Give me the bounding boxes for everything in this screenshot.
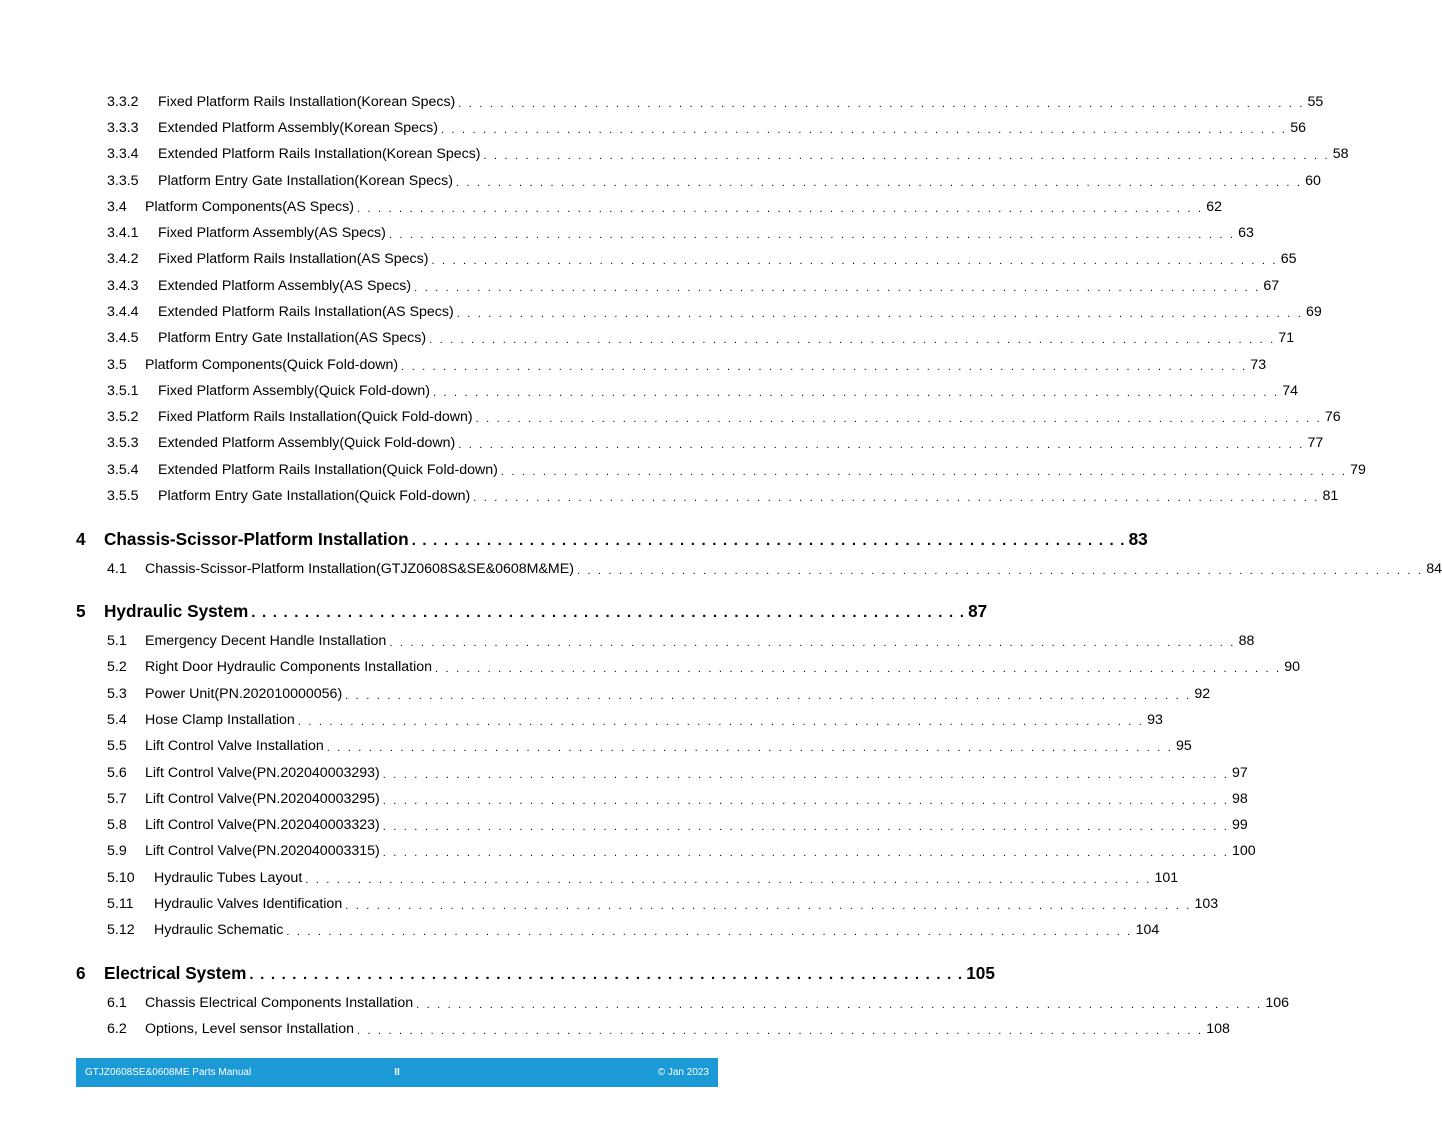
toc-entry-number: 3.5.5 — [107, 488, 139, 504]
toc-entry[interactable] — [107, 171, 1321, 191]
toc-entry-title: Platform Entry Gate Installation(AS Specs) — [158, 330, 427, 346]
toc-dot-leader: . . . . . . . . . . . . . . . . . . . . . . . . . . . . . . . . . . . . . . . . . . . . . . . . . . . . . . . . . . . . . . . . . . . . . . . . . . . . . . . . . — [475, 413, 1322, 425]
toc-entry-number: 3.5 — [107, 357, 127, 373]
toc-entry-title: Extended Platform Assembly(Korean Specs) — [158, 120, 438, 136]
toc-chapter[interactable] — [76, 599, 988, 623]
toc-entry-title: Extended Platform Rails Installation(AS Specs) — [158, 304, 454, 320]
toc-entry-page: 62 — [1206, 199, 1222, 215]
toc-entry-number: 3.5.2 — [107, 409, 139, 425]
toc-dot-leader: . . . . . . . . . . . . . . . . . . . . . . . . . . . . . . . . . . . . . . . . . . . . . . . . . . . . . . . . . . . . . . . . . . . . . . . . . . . . . . . . . — [435, 663, 1282, 675]
toc-entry-number: 5.10 — [107, 870, 135, 886]
toc-dot-leader: . . . . . . . . . . . . . . . . . . . . . . . . . . . . . . . . . . . . . . . . . . . . . . . . . . . . . . . . . . . . . . . . . . . . . . . . . . . . . . . . . — [456, 308, 1303, 320]
toc-dot-leader: . . . . . . . . . . . . . . . . . . . . . . . . . . . . . . . . . . . . . . . . . . . . . . . . . . . . . . . . . . . . . . . . . . . — [411, 532, 1126, 549]
toc-entry-number: 5.12 — [107, 922, 135, 938]
toc-entry-page: 76 — [1324, 409, 1341, 425]
toc-entry-number: 3.3.4 — [107, 146, 139, 162]
toc-chapter-page: 87 — [968, 601, 988, 621]
toc-dot-leader: . . . . . . . . . . . . . . . . . . . . . . . . . . . . . . . . . . . . . . . . . . . . . . . . . . . . . . . . . . . . . . . . . . . . . . . . . . . . . . . . . — [382, 769, 1230, 781]
toc-entry[interactable] — [107, 789, 1248, 809]
toc-entry-title: Platform Entry Gate Installation(Korean Specs) — [158, 173, 453, 189]
toc-entry-page: 84 — [1426, 561, 1442, 577]
toc-entry[interactable] — [107, 1019, 1230, 1039]
toc-dot-leader: . . . . . . . . . . . . . . . . . . . . . . . . . . . . . . . . . . . . . . . . . . . . . . . . . . . . . . . . . . . . . . . . . . . . . . . . . . . . . . . . . — [576, 565, 1424, 577]
toc-chapter-page: 83 — [1128, 529, 1148, 549]
toc-dot-leader: . . . . . . . . . . . . . . . . . . . . . . . . . . . . . . . . . . . . . . . . . . . . . . . . . . . . . . . . . . . . . . . . . . . . . . . . . . . . . . . . . — [297, 716, 1145, 728]
toc-chapter-page: 105 — [966, 963, 995, 983]
toc-entry[interactable] — [107, 920, 1160, 940]
toc-entry-title: Fixed Platform Assembly(Quick Fold-down) — [158, 383, 431, 399]
toc-dot-leader: . . . . . . . . . . . . . . . . . . . . . . . . . . . . . . . . . . . . . . . . . . . . . . . . . . . . . . . . . . . . . . . . . . . . . . . . . . . . . . . . . — [345, 690, 1192, 702]
toc-entry[interactable] — [107, 631, 1255, 651]
toc-entry[interactable] — [107, 197, 1222, 217]
toc-entry-title: Lift Control Valve(PN.202040003323) — [145, 817, 380, 833]
toc-entry-number: 3.5.4 — [107, 462, 139, 478]
toc-entry-title: Extended Platform Rails Installation(Quick Fold-down) — [158, 462, 498, 478]
toc-entry-page: 65 — [1280, 251, 1297, 267]
toc-chapter[interactable] — [76, 527, 1148, 551]
toc-entry-page: 71 — [1278, 330, 1295, 346]
toc-chapter-title: Hydraulic System — [104, 601, 249, 621]
toc-entry-title: Extended Platform Assembly(AS Specs) — [158, 278, 412, 294]
toc-entry[interactable] — [107, 433, 1324, 453]
toc-entry[interactable] — [107, 993, 1290, 1013]
toc-dot-leader: . . . . . . . . . . . . . . . . . . . . . . . . . . . . . . . . . . . . . . . . . . . . . . . . . . . . . . . . . . . . . . . . . . . — [249, 966, 964, 983]
toc-chapter-number: 4 — [76, 529, 86, 549]
toc-entry-number: 3.4.3 — [107, 278, 139, 294]
toc-entry[interactable] — [107, 407, 1341, 427]
toc-entry-page: 79 — [1350, 462, 1366, 478]
toc-chapter-title: Chassis-Scissor-Platform Installation — [104, 529, 409, 549]
toc-entry-number: 5.7 — [107, 791, 127, 807]
toc-entry-page: 69 — [1305, 304, 1322, 320]
toc-entry-number: 6.1 — [107, 995, 127, 1011]
toc-entry-page: 55 — [1307, 94, 1324, 110]
toc-dot-leader: . . . . . . . . . . . . . . . . . . . . . . . . . . . . . . . . . . . . . . . . . . . . . . . . . . . . . . . . . . . . . . . . . . . . . . . . . . . . . . . . . — [345, 900, 1192, 912]
toc-entry-number: 3.3.3 — [107, 120, 139, 136]
toc-entry-number: 5.6 — [107, 765, 127, 781]
toc-entry[interactable] — [107, 144, 1349, 164]
toc-dot-leader: . . . . . . . . . . . . . . . . . . . . . . . . . . . . . . . . . . . . . . . . . . . . . . . . . . . . . . . . . . . . . . . . . . . . . . . . . . . . . . . . . — [382, 847, 1230, 859]
toc-dot-leader: . . . . . . . . . . . . . . . . . . . . . . . . . . . . . . . . . . . . . . . . . . . . . . . . . . . . . . . . . . . . . . . . . . . . . . . . . . . . . . . . . — [473, 492, 1320, 504]
toc-dot-leader: . . . . . . . . . . . . . . . . . . . . . . . . . . . . . . . . . . . . . . . . . . . . . . . . . . . . . . . . . . . . . . . . . . . . . . . . . . . . . . . . . — [326, 742, 1173, 754]
toc-entry-page: 103 — [1194, 896, 1219, 912]
toc-entry-number: 5.11 — [107, 896, 134, 912]
toc-dot-leader: . . . . . . . . . . . . . . . . . . . . . . . . . . . . . . . . . . . . . . . . . . . . . . . . . . . . . . . . . . . . . . . . . . . . . . . . . . . . . . . . . — [458, 439, 1305, 451]
toc-dot-leader: . . . . . . . . . . . . . . . . . . . . . . . . . . . . . . . . . . . . . . . . . . . . . . . . . . . . . . . . . . . . . . . . . . . . . . . . . . . . . . . . . — [500, 466, 1348, 478]
toc-dot-leader: . . . . . . . . . . . . . . . . . . . . . . . . . . . . . . . . . . . . . . . . . . . . . . . . . . . . . . . . . . . . . . . . . . . . . . . . . . . . . . . . . — [440, 124, 1288, 136]
toc-dot-leader: . . . . . . . . . . . . . . . . . . . . . . . . . . . . . . . . . . . . . . . . . . . . . . . . . . . . . . . . . . . . . . . . . . . . . . . . . . . . . . . . . — [483, 150, 1330, 162]
toc-entry-title: Hydraulic Tubes Layout — [154, 870, 303, 886]
toc-entry-page: 100 — [1232, 843, 1256, 859]
toc-entry-number: 6.2 — [107, 1021, 127, 1037]
toc-dot-leader: . . . . . . . . . . . . . . . . . . . . . . . . . . . . . . . . . . . . . . . . . . . . . . . . . . . . . . . . . . . . . . . . . . . . . . . . . . . . . . . . . — [401, 361, 1248, 373]
toc-entry[interactable] — [107, 486, 1339, 506]
toc-entry-title: Hydraulic Schematic — [154, 922, 284, 938]
toc-entry-page: 58 — [1332, 146, 1349, 162]
footer-copyright: © Jan 2023 — [657, 1067, 709, 1078]
toc-entry-page: 101 — [1154, 870, 1179, 886]
toc-entry[interactable] — [107, 868, 1179, 888]
toc-entry-page: 77 — [1307, 435, 1324, 451]
toc-entry-number: 3.4.4 — [107, 304, 139, 320]
toc-entry-page: 106 — [1265, 995, 1290, 1011]
toc-entry[interactable] — [107, 355, 1267, 375]
toc-dot-leader: . . . . . . . . . . . . . . . . . . . . . . . . . . . . . . . . . . . . . . . . . . . . . . . . . . . . . . . . . . . . . . . . . . . . . . . . . . . . . . . . . — [458, 98, 1305, 110]
toc-dot-leader: . . . . . . . . . . . . . . . . . . . . . . . . . . . . . . . . . . . . . . . . . . . . . . . . . . . . . . . . . . . . . . . . . . . . . . . . . . . . . . . . . — [382, 795, 1230, 807]
toc-entry-page: 95 — [1176, 738, 1192, 754]
footer-manual-title: GTJZ0608SE&0608ME Parts Manual — [85, 1067, 252, 1078]
toc-entry-number: 3.3.2 — [107, 94, 139, 110]
toc-entry-number: 3.4 — [107, 199, 127, 215]
toc-dot-leader: . . . . . . . . . . . . . . . . . . . . . . . . . . . . . . . . . . . . . . . . . . . . . . . . . . . . . . . . . . . . . . . . . . . . . . . . . . . . . . . . . — [416, 999, 1263, 1011]
toc-entry[interactable] — [107, 736, 1192, 756]
toc-entry-number: 3.4.5 — [107, 330, 139, 346]
toc-entry-title: Fixed Platform Rails Installation(Korean Specs) — [158, 94, 456, 110]
toc-entry[interactable] — [107, 460, 1366, 480]
toc-entry-title: Extended Platform Rails Installation(Korean Specs) — [158, 146, 481, 162]
toc-entry[interactable] — [107, 302, 1322, 322]
toc-dot-leader: . . . . . . . . . . . . . . . . . . . . . . . . . . . . . . . . . . . . . . . . . . . . . . . . . . . . . . . . . . . . . . . . . . . . . . . . . . . . . . . . . — [305, 874, 1152, 886]
toc-dot-leader: . . . . . . . . . . . . . . . . . . . . . . . . . . . . . . . . . . . . . . . . . . . . . . . . . . . . . . . . . . . . . . . . . . . . . . . . . . . . . . . . . — [356, 203, 1204, 215]
toc-entry-title: Hydraulic Valves Identification — [154, 896, 343, 912]
toc-entry-number: 5.3 — [107, 686, 127, 702]
toc-entry-title: Platform Components(Quick Fold-down) — [145, 357, 399, 373]
toc-dot-leader: . . . . . . . . . . . . . . . . . . . . . . . . . . . . . . . . . . . . . . . . . . . . . . . . . . . . . . . . . . . . . . . . . . . . . . . . . . . . . . . . . — [286, 926, 1133, 938]
toc-entry-title: Fixed Platform Assembly(AS Specs) — [158, 225, 386, 241]
toc-chapter-number: 6 — [76, 963, 86, 983]
toc-entry-page: 92 — [1194, 686, 1211, 702]
toc-entry[interactable] — [107, 92, 1324, 112]
toc-entry[interactable] — [107, 249, 1297, 269]
toc-dot-leader: . . . . . . . . . . . . . . . . . . . . . . . . . . . . . . . . . . . . . . . . . . . . . . . . . . . . . . . . . . . . . . . . . . . . . . . . . . . . . . . . . — [429, 334, 1276, 346]
footer-page-number: II — [394, 1067, 400, 1078]
toc-dot-leader: . . . . . . . . . . . . . . . . . . . . . . . . . . . . . . . . . . . . . . . . . . . . . . . . . . . . . . . . . . . . . . . . . . . . . . . . . . . . . . . . . — [389, 637, 1236, 649]
toc-entry-page: 104 — [1135, 922, 1160, 938]
toc-entry[interactable] — [107, 684, 1211, 704]
toc-entry-title: Lift Control Valve Installation — [145, 738, 324, 754]
toc-entry-number: 5.2 — [107, 659, 127, 675]
toc-entry-number: 5.8 — [107, 817, 127, 833]
toc-entry-title: Power Unit(PN.202010000056) — [145, 686, 343, 702]
toc-entry-page: 88 — [1238, 633, 1255, 649]
toc-entry-title: Lift Control Valve(PN.202040003315) — [145, 843, 380, 859]
toc-entry-page: 108 — [1206, 1021, 1230, 1037]
toc-entry-title: Platform Entry Gate Installation(Quick Fold-down) — [158, 488, 471, 504]
toc-chapter-number: 5 — [76, 601, 86, 621]
toc-dot-leader: . . . . . . . . . . . . . . . . . . . . . . . . . . . . . . . . . . . . . . . . . . . . . . . . . . . . . . . . . . . . . . . . . . . . . . . . . . . . . . . . . — [433, 387, 1280, 399]
toc-entry-number: 3.4.1 — [107, 225, 139, 241]
toc-dot-leader: . . . . . . . . . . . . . . . . . . . . . . . . . . . . . . . . . . . . . . . . . . . . . . . . . . . . . . . . . . . . . . . . . . . . . . . . . . . . . . . . . — [414, 282, 1261, 294]
toc-entry-page: 73 — [1250, 357, 1267, 373]
toc-entry-page: 74 — [1282, 383, 1299, 399]
toc-entry-title: Right Door Hydraulic Components Installation — [145, 659, 433, 675]
toc-entry[interactable] — [107, 559, 1442, 579]
toc-entry[interactable] — [107, 763, 1248, 783]
toc-entry-title: Extended Platform Assembly(Quick Fold-down) — [158, 435, 456, 451]
toc-entry[interactable] — [107, 381, 1299, 401]
toc-dot-leader: . . . . . . . . . . . . . . . . . . . . . . . . . . . . . . . . . . . . . . . . . . . . . . . . . . . . . . . . . . . . . . . . . . . — [251, 604, 966, 621]
toc-entry-title: Platform Components(AS Specs) — [145, 199, 354, 215]
toc-entry-number: 3.3.5 — [107, 173, 139, 189]
toc-entry[interactable] — [107, 223, 1254, 243]
toc-entry-title: Lift Control Valve(PN.202040003295) — [145, 791, 380, 807]
toc-chapter-title: Electrical System — [104, 963, 247, 983]
toc-entry-title: Emergency Decent Handle Installation — [145, 633, 387, 649]
toc-dot-leader: . . . . . . . . . . . . . . . . . . . . . . . . . . . . . . . . . . . . . . . . . . . . . . . . . . . . . . . . . . . . . . . . . . . . . . . . . . . . . . . . . — [455, 177, 1303, 189]
toc-entry-page: 90 — [1284, 659, 1301, 675]
toc-entry[interactable] — [107, 710, 1163, 730]
toc-entry-page: 99 — [1232, 817, 1248, 833]
toc-entry-number: 5.5 — [107, 738, 127, 754]
toc-entry[interactable] — [107, 657, 1301, 677]
toc-entry-title: Lift Control Valve(PN.202040003293) — [145, 765, 380, 781]
toc-entry-title: Fixed Platform Rails Installation(Quick Fold-down) — [158, 409, 473, 425]
toc-chapter[interactable] — [76, 961, 995, 985]
toc-entry-number: 3.4.2 — [107, 251, 139, 267]
toc-dot-leader: . . . . . . . . . . . . . . . . . . . . . . . . . . . . . . . . . . . . . . . . . . . . . . . . . . . . . . . . . . . . . . . . . . . . . . . . . . . . . . . . . — [357, 1025, 1204, 1037]
toc-entry-number: 5.4 — [107, 712, 127, 728]
toc-entry-page: 63 — [1238, 225, 1254, 241]
toc-entry-number: 5.1 — [107, 633, 127, 649]
toc-entry-page: 67 — [1263, 278, 1280, 294]
toc-entry-number: 3.5.1 — [107, 383, 139, 399]
toc-entry-title: Options, Level sensor Installation — [145, 1021, 354, 1037]
toc-entry-title: Chassis-Scissor-Platform Installation(GTJZ0608S&SE&0608M&ME) — [145, 561, 574, 577]
toc-dot-leader: . . . . . . . . . . . . . . . . . . . . . . . . . . . . . . . . . . . . . . . . . . . . . . . . . . . . . . . . . . . . . . . . . . . . . . . . . . . . . . . . . — [388, 229, 1236, 241]
toc-entry[interactable] — [107, 328, 1295, 348]
toc-entry[interactable] — [107, 841, 1256, 861]
toc-entry-page: 56 — [1290, 120, 1306, 136]
toc-entry[interactable] — [107, 118, 1306, 138]
toc-entry-title: Hose Clamp Installation — [145, 712, 295, 728]
toc-entry-title: Chassis Electrical Components Installation — [145, 995, 414, 1011]
toc-entry-number: 4.1 — [107, 561, 127, 577]
toc-entry-page: 97 — [1232, 765, 1248, 781]
toc-entry-page: 93 — [1147, 712, 1163, 728]
toc-entry[interactable] — [107, 894, 1219, 914]
toc-entry-page: 98 — [1232, 791, 1248, 807]
toc-entry-page: 81 — [1322, 488, 1339, 504]
page-footer — [76, 1058, 718, 1087]
toc-entry-page: 60 — [1305, 173, 1321, 189]
toc-entry-number: 3.5.3 — [107, 435, 139, 451]
toc-entry[interactable] — [107, 815, 1248, 835]
toc-dot-leader: . . . . . . . . . . . . . . . . . . . . . . . . . . . . . . . . . . . . . . . . . . . . . . . . . . . . . . . . . . . . . . . . . . . . . . . . . . . . . . . . . — [382, 821, 1230, 833]
toc-entry-number: 5.9 — [107, 843, 127, 859]
toc-dot-leader: . . . . . . . . . . . . . . . . . . . . . . . . . . . . . . . . . . . . . . . . . . . . . . . . . . . . . . . . . . . . . . . . . . . . . . . . . . . . . . . . . — [431, 255, 1278, 267]
toc-entry[interactable] — [107, 276, 1280, 296]
toc-entry-title: Fixed Platform Rails Installation(AS Specs) — [158, 251, 429, 267]
